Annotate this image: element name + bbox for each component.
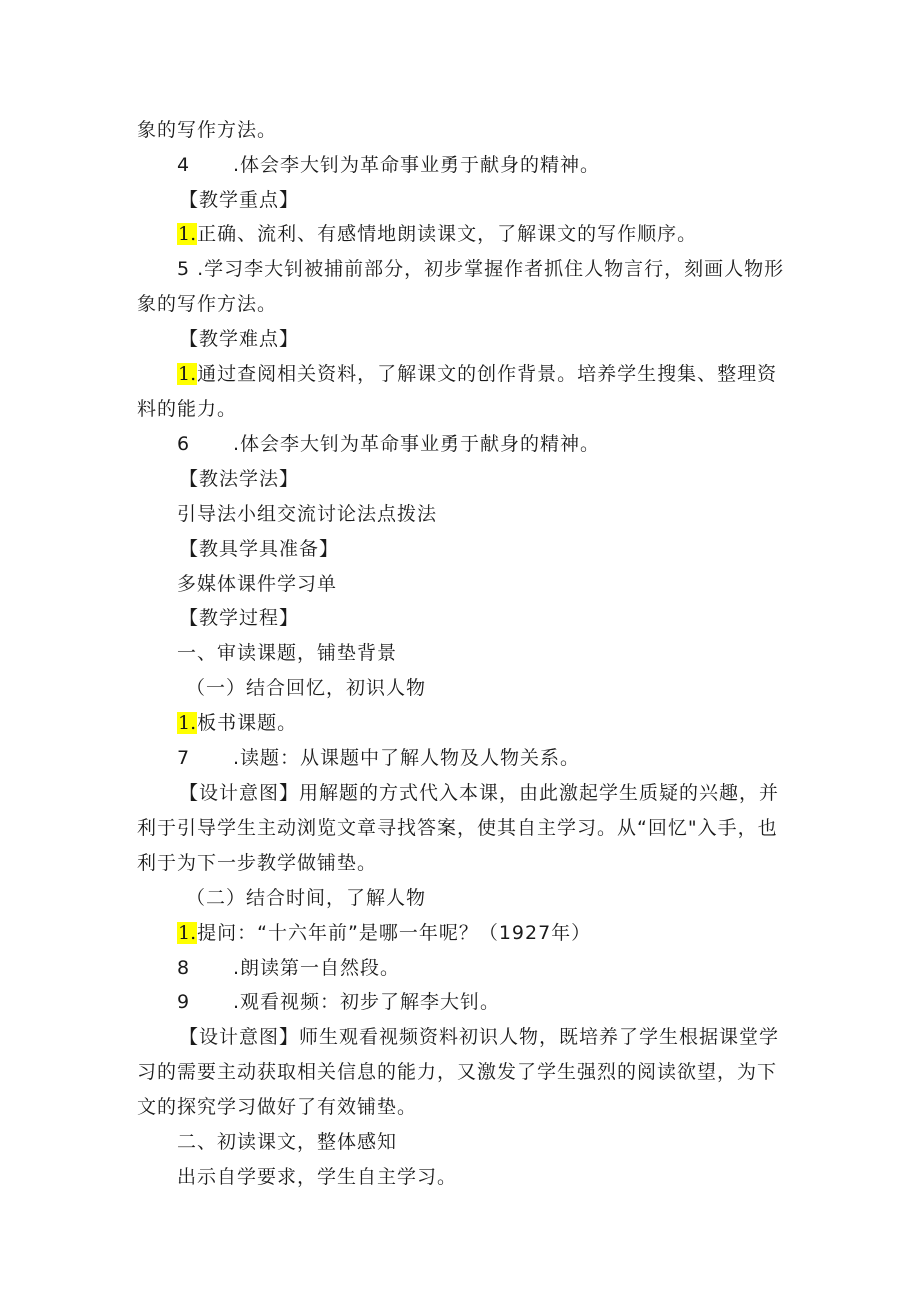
subsection-title: （二）结合时间，了解人物 bbox=[186, 887, 427, 909]
highlighted-line: 1.通过查阅相关资料，了解课文的创作背景。培养学生搜集、整理资 bbox=[178, 363, 778, 385]
line-number: 8 bbox=[177, 957, 191, 979]
line-number: 7 bbox=[177, 747, 191, 769]
highlighted-line: 1.提问：“十六年前”是哪一年呢？（1927年） bbox=[178, 922, 592, 944]
section-heading: 【教学过程】 bbox=[179, 607, 300, 629]
section-title: 一、审读课题，铺垫背景 bbox=[177, 642, 398, 664]
numbered-line: 6 .体会李大钊为革命事业勇于献身的精神。 bbox=[177, 433, 601, 455]
design-intent-line: 【设计意图】师生观看视频资料初识人物，既培养了学生根据课堂学 bbox=[179, 1026, 780, 1048]
text-line: 利于为下一步教学做铺垫。 bbox=[137, 852, 378, 874]
text-line: 利于引导学生主动浏览文章寻找答案，使其自主学习。从“回忆"入手，也 bbox=[137, 817, 778, 839]
numbered-line: 9 .观看视频：初步了解李大钊。 bbox=[177, 991, 501, 1013]
section-heading: 【教具学具准备】 bbox=[179, 538, 340, 560]
design-intent-line: 【设计意图】用解题的方式代入本课，由此激起学生质疑的兴趣，并 bbox=[179, 782, 780, 804]
highlight-marker: 1. bbox=[178, 223, 197, 245]
numbered-line: 4 .体会李大钊为革命事业勇于献身的精神。 bbox=[177, 154, 601, 176]
section-heading: 【教法学法】 bbox=[179, 468, 300, 490]
text-line: 文的探究学习做好了有效铺垫。 bbox=[137, 1096, 418, 1118]
section-title: 二、初读课文，整体感知 bbox=[177, 1131, 398, 1153]
highlight-marker: 1. bbox=[178, 922, 197, 944]
line-number: 9 bbox=[177, 991, 191, 1013]
text-line: 象的写作方法。 bbox=[137, 119, 278, 141]
highlighted-line: 1.板书课题。 bbox=[178, 712, 298, 734]
numbered-line: 5 .学习李大钊被捕前部分，初步掌握作者抓住人物言行，刻画人物形 bbox=[177, 258, 785, 280]
section-heading: 【教学难点】 bbox=[179, 328, 300, 350]
section-heading: 【教学重点】 bbox=[179, 189, 300, 211]
text-line: 习的需要主动获取相关信息的能力，又激发了学生强烈的阅读欲望，为下 bbox=[137, 1061, 778, 1083]
line-number: 4 bbox=[177, 154, 191, 176]
highlight-marker: 1. bbox=[178, 363, 197, 385]
numbered-line: 8 .朗读第一自然段。 bbox=[177, 957, 401, 979]
text-line: 料的能力。 bbox=[137, 398, 238, 420]
subsection-title: （一）结合回忆，初识人物 bbox=[186, 677, 427, 699]
text-line: 多媒体课件学习单 bbox=[177, 573, 338, 595]
text-line: 出示自学要求，学生自主学习。 bbox=[177, 1166, 458, 1188]
text-line: 象的写作方法。 bbox=[137, 293, 278, 315]
highlighted-line: 1.正确、流利、有感情地朗读课文，了解课文的写作顺序。 bbox=[178, 223, 698, 245]
highlight-marker: 1. bbox=[178, 712, 197, 734]
numbered-line: 7 .读题：从课题中了解人物及人物关系。 bbox=[177, 747, 581, 769]
line-number: 6 bbox=[177, 433, 191, 455]
text-line: 引导法小组交流讨论法点拨法 bbox=[177, 503, 438, 525]
